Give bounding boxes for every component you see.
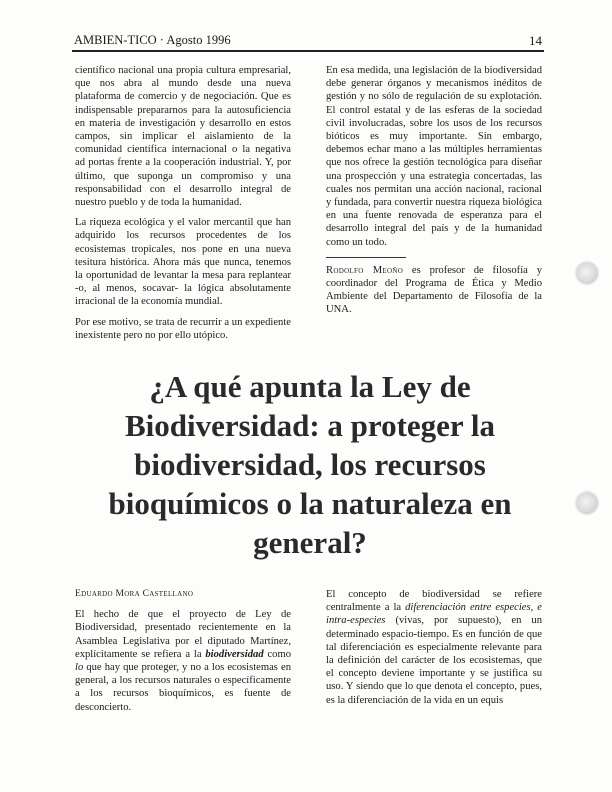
paragraph: En esa medida, una legislación de la biodiversidad debe generar órganos y mecanismos inéditos de gestión y no sólo de regulación de su explotación. El control estatal y de las esferas de la sociedad civil involucradas, sobre los usos de los recursos bióticos es muy importante. Sin embargo, debemos echar mano a las múltiples herramientas que nos ofrece la gestión tecnológica para diseñar una prospección y una estrategia concertadas, las cuales nos permitan una acción nacional, racional y fundada, para convertir nuestra riqueza biológica en una fuente renovada de esperanza para el desarrollo integral del país y de la humanidad como un todo. [326, 65, 542, 248]
author-note [326, 264, 542, 317]
author-separator [326, 257, 406, 258]
binder-hole [576, 262, 598, 284]
paragraph [75, 608, 291, 714]
top-right-column [326, 64, 542, 324]
paragraph [326, 588, 542, 707]
text-run: El hecho de que el proyecto de Ley de Biodiversidad, presentado recientemente en la Asamblea Legislativa por el diputado Martínez, explícitamente se refiera a la [75, 609, 291, 660]
text-run: que hay que proteger, y no a los ecosistemas en general, a los recursos naturales o específicamente a los recursos bioquímicos, es fuente de desconcierto. [75, 662, 291, 713]
author-name: Rodolfo Meoño [326, 264, 404, 276]
paragraph: científico nacional una propia cultura empresarial, que nos abra al mundo desde una nueva plataforma de comercio y de negociación. Que es indispensable prepararnos para la autosuficiencia en materia de investigación y desarrollo en estos campos, sin implicar el aislamiento de la comunidad científica internacional o la negativa ad portas frente a la cooperación industrial. Y, por último, que suponga un compromiso y una responsabilidad con el desarrollo integral de nuestro pueblo y de toda la humanidad. [75, 65, 291, 209]
emphasis-run: biodiversidad [205, 648, 264, 660]
text-run: El concepto de biodiversidad se refiere centralmente a la [326, 589, 542, 614]
article-byline: Eduardo Mora Castellano [75, 589, 194, 599]
paragraph: La riqueza ecológica y el valor mercantil que han adquirido los recursos procedentes de los ecosistemas tropicales, nos pone en una nueva tesitura histórica. Ahora más que nunca, tenemos la oportunidad de levantar la mesa para replantear -o, al menos, socavar- la lógica absolutamente irracional de la economía mundial. [75, 217, 291, 308]
emphasis-run: lo [75, 662, 84, 674]
binder-hole [576, 492, 598, 514]
bottom-right-column [326, 588, 542, 714]
article-title: ¿A qué apunta la Ley de Biodiversidad: a proteger la biodiversidad, los recursos bioquímicos o la naturaleza en general? [108, 369, 512, 560]
text-run: (vivas, por supuesto), en un determinado espacio-tiempo. Es en función de que tal diferenciación es especialmente relevante para la definición del carácter de los ecosistemas, que el concepto deviene importante y se justifica su uso. Y siendo que lo que denota el concepto, pues, es la diferenciación de la vida en un equis [326, 615, 542, 706]
bottom-left-column [75, 588, 291, 721]
author-bio: es profesor de filosofía y coordinador del Programa de Ética y Medio Ambiente del Departamento de Filosofía de la UNA. [326, 264, 542, 316]
emphasis-run: diferenciación entre especies, e intra-especies [326, 602, 542, 627]
page-number: 14 [529, 33, 542, 48]
paragraph: Por ese motivo, se trata de recurrir a un expediente inexistente pero no por ello utópico. [75, 316, 291, 341]
header-rule [72, 50, 544, 52]
page-header [74, 33, 542, 49]
text-run: como [263, 648, 291, 660]
top-left-column [75, 64, 291, 349]
publication-name: AMBIEN-TICO · Agosto 1996 [74, 33, 231, 47]
